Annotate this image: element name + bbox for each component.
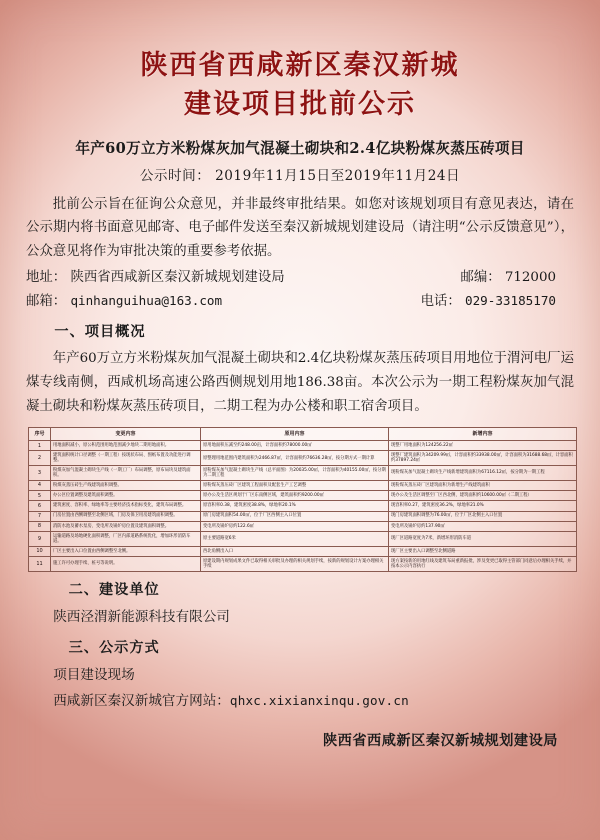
table-header-idx: 序号 (29, 427, 51, 440)
official-site-url: qhxc.xixianxinqu.gov.cn (229, 693, 409, 709)
table-row (29, 521, 577, 531)
table-cell-old: 原粉煤灰蒸压砖厂区建筑工程面积及配套生产工艺调整 (201, 480, 389, 490)
contact-email-row (26, 290, 574, 314)
title-line-2: 建设项目批前公示 (184, 89, 416, 121)
table-header-item: 变更内容 (51, 427, 201, 440)
table-header-row (29, 427, 577, 440)
table-cell-index: 10 (29, 546, 51, 556)
table-cell-item: 门房位置由西侧调整至北侧区域，门房及保卫用房建筑面积调整。 (51, 511, 201, 521)
section-2-heading: 二、建设单位 (68, 581, 160, 598)
document-body (26, 136, 574, 753)
table-cell-item: 粉煤灰加气混凝土砌块生产线（一期工厂）布局调整，原布局块及建筑面积。 (51, 466, 201, 481)
table-row (29, 532, 577, 547)
table-cell-new: 现办公及生活区调整至厂区西北侧，建筑面积约10600.00㎡（二期工程） (389, 491, 577, 501)
table-cell-item: 施工许可办理手续、桩号等说明。 (51, 557, 201, 572)
table-cell-item: 消防水池及蓄水泵房、变电所及锅炉房位置及建筑面积调整。 (51, 521, 201, 531)
title-line-1: 陕西省西咸新区秦汉新城 (140, 50, 460, 81)
table-cell-old: 原粉煤灰加气混凝土砌块生产线（总平面图）为20035.00㎡，计容面积为40155.00㎡，按分期为二期工程 (201, 466, 389, 481)
intro-paragraph: 批前公示旨在征询公众意见，并非最终审批结果。如您对该规划项目有意见表达，请在公示期内将书面意见邮寄、电子邮件发送至秦汉新城规划建设局（请注明“公示反馈意见”），公众意见将作为审批决策的重要参考依据。 (26, 196, 574, 260)
issuer-signature: 陕西省西咸新区秦汉新城规划建设局 (322, 732, 558, 749)
table-cell-new: 现门房建筑面积调整为76.00㎡，位于厂区北侧主入口位置 (389, 511, 577, 521)
table-cell-new: 现容积率0.27，建筑密度36.2%，绿地率21.0% (389, 501, 577, 511)
table-cell-old: 原主要道路宽6米 (201, 532, 389, 547)
table-cell-old: 原门房建筑面积54.00㎡，位于厂区西侧主入口位置 (201, 511, 389, 521)
table-cell-old: 原整理用地范围内建筑面积为2466.87㎡，计容面积约76636.28㎡，按分期方式一期计算 (201, 451, 389, 466)
postcode-value: 712000 (504, 270, 556, 286)
email-value: qinhanguihua@163.com (70, 293, 223, 309)
table-row (29, 546, 577, 556)
table-row (29, 501, 577, 511)
table-cell-new: 现整厂建筑面积为34209.99㎡，计容面积约33938.00㎡，计容面积为31688.68㎡，计容面积约37897.24㎡ (389, 451, 577, 466)
postcode-label: 邮编： (460, 270, 501, 286)
table-row (29, 511, 577, 521)
section-3-line-1: 项目建设现场 (53, 667, 135, 684)
table-cell-item: 运输道路及场地硬化面积调整，厂区内部道路系统优化，增加环形消防车道。 (51, 532, 201, 547)
notice-time: 公示时间： 2019年11月15日至2019年11月24日 (139, 167, 461, 184)
table-cell-old: 原建设期内规划成果文件已取得相关审批及办理的相关规划手续，按新的规划设计方案办理相关手续 (201, 557, 389, 572)
official-site-label: 西咸新区秦汉新城官方网站： (53, 693, 230, 710)
table-cell-item: 办公区位置调整及建筑面积调整。 (51, 491, 201, 501)
email-label: 邮箱： (26, 294, 67, 310)
table-cell-new: 现厂区主要出入口调整至北侧道路 (389, 546, 577, 556)
section-1-paragraph: 年产60万立方米粉煤灰加气混凝土砌块和2.4亿块粉煤灰蒸压砖项目用地位于渭河电厂运煤专线南侧，西咸机场高速公路西侧规划用地186.38亩。本次公示为一期工程粉煤灰加气混凝土砌块和粉煤灰蒸压砖项目，二期工程为办公楼和职工宿舍项目。 (26, 351, 574, 414)
table-cell-old: 原用地面积压减至约248.00亩，计容面积约78000.00㎡ (201, 441, 389, 451)
table-row (29, 451, 577, 466)
table-cell-new: 现整厂用地面积为124256.22㎡ (389, 441, 577, 451)
table-row (29, 480, 577, 490)
project-subtitle: 年产60万立方米粉煤灰加气混凝土砌块和2.4亿块粉煤灰蒸压砖项目 (75, 140, 525, 158)
comparison-table-wrap (28, 427, 572, 572)
table-cell-index: 2 (29, 451, 51, 466)
table-cell-item: 用地面积减小，原公积范围用地范围减少地块二期用地面积。 (51, 441, 201, 451)
table-cell-new: 现厂区道路宽度为7米，新增环形消防车道 (389, 532, 577, 547)
table-cell-new: 现粉煤灰加气混凝土砌块生产线新增建筑面积为67116.12㎡，按分期为一期工程 (389, 466, 577, 481)
address-value: 陕西省西咸新区秦汉新城规划建设局 (70, 270, 285, 286)
table-header-new: 新增内容 (389, 427, 577, 440)
table-row (29, 441, 577, 451)
address-label: 地址： (26, 270, 67, 286)
table-cell-new: 现方案按新的用地红线及建筑布局重新报批，涉及变更已取得主管部门同意后办理相关手续，并按本公示内容执行 (389, 557, 577, 572)
table-cell-old: 原容积率0.38，建筑密度38.8%，绿地率20.1% (201, 501, 389, 511)
table-cell-index: 8 (29, 521, 51, 531)
table-cell-index: 1 (29, 441, 51, 451)
table-header-old: 原用内容 (201, 427, 389, 440)
section-1-heading: 一、项目概况 (54, 324, 146, 341)
table-cell-item: 粉煤灰蒸压砖生产线建筑面积调整。 (51, 480, 201, 490)
table-cell-index: 5 (29, 491, 51, 501)
phone-label: 电话： (420, 294, 461, 310)
table-cell-old: 原办公及生活区规划于厂区东南侧区域，建筑面积约9200.00㎡ (201, 491, 389, 501)
comparison-table (28, 427, 577, 572)
section-3-line-2 (26, 689, 574, 715)
table-row (29, 557, 577, 572)
table-cell-item: 建筑密度、容积率、绿地率等主要经济技术指标变化，建筑布局调整。 (51, 501, 201, 511)
contact-address-row (26, 266, 574, 290)
section-2-content: 陕西泾渭新能源科技有限公司 (53, 608, 230, 625)
table-cell-item: 建筑面积统计口径调整（一期工程）按现状布局、图纸布置及功能进行调整。 (51, 451, 201, 466)
table-cell-old: 西北角侧出入口 (201, 546, 389, 556)
table-body (29, 441, 577, 572)
table-cell-index: 11 (29, 557, 51, 572)
table-cell-index: 9 (29, 532, 51, 547)
table-cell-index: 4 (29, 480, 51, 490)
table-cell-new: 现粉煤灰蒸压砖厂区建筑面积为新增生产线建筑面积 (389, 480, 577, 490)
table-row (29, 466, 577, 481)
table-cell-index: 6 (29, 501, 51, 511)
table-row (29, 491, 577, 501)
table-cell-index: 7 (29, 511, 51, 521)
page-title (26, 46, 574, 124)
phone-value: 029-33185170 (465, 293, 556, 309)
table-cell-new: 变电所及锅炉房约137.90㎡ (389, 521, 577, 531)
table-cell-item: 厂区主要出入口位置由西侧调整至北侧。 (51, 546, 201, 556)
section-3-heading: 三、公示方式 (68, 640, 160, 657)
table-cell-old: 变电所及锅炉房约122.6㎡ (201, 521, 389, 531)
table-cell-index: 3 (29, 466, 51, 481)
